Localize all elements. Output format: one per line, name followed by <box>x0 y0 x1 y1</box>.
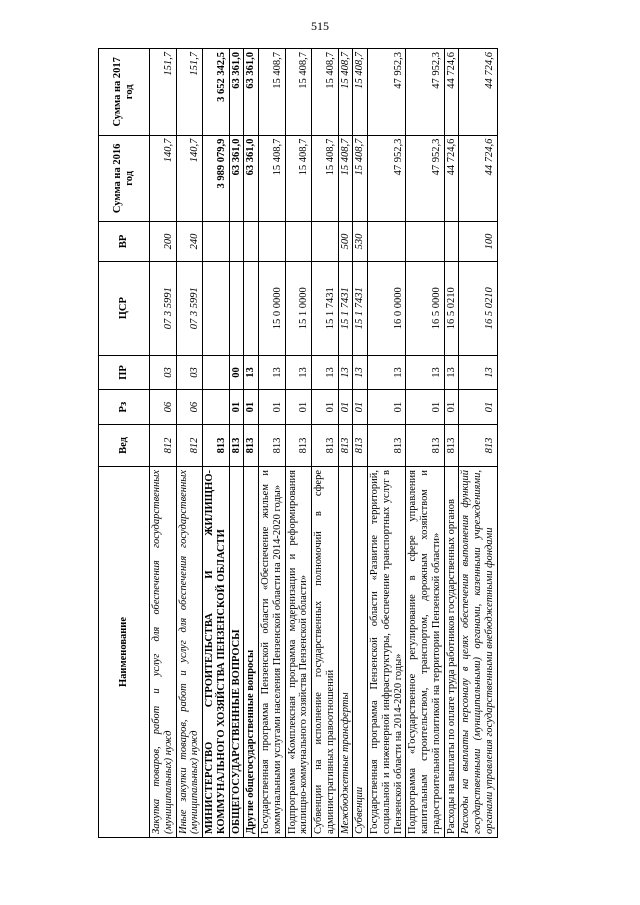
table-row <box>338 49 353 838</box>
cell-pr: 13 <box>459 355 497 390</box>
cell-vr <box>259 222 286 262</box>
cell-name: Иные закупки товаров, работ и услуг для обеспечения государственных (муниципальных) нужд <box>176 467 203 838</box>
cell-ved: 813 <box>203 424 230 466</box>
cell-rz: 01 <box>338 390 353 425</box>
cell-csr: 15 0 0000 <box>259 261 286 355</box>
cell-ved: 812 <box>150 424 177 466</box>
cell-ved: 813 <box>244 424 259 466</box>
cell-sum-2016: 15 408,7 <box>259 135 286 222</box>
cell-ved: 813 <box>406 424 444 466</box>
table-header-row <box>99 49 150 838</box>
cell-sum-2016: 15 408,7 <box>312 135 339 222</box>
cell-pr: 13 <box>338 355 353 390</box>
cell-name: ОБЩЕГОСУДАРСТВЕННЫЕ ВОПРОСЫ <box>229 467 244 838</box>
cell-pr <box>203 355 230 390</box>
cell-name: Государственная программа Пензенской области «Развитие территорий, социальной и инженерной инфраструктуры, обеспечение транспортных услуг в Пензенской области на 2014-2020 годы» <box>368 467 406 838</box>
cell-rz: 01 <box>285 390 312 425</box>
cell-ved: 813 <box>338 424 353 466</box>
cell-pr: 13 <box>312 355 339 390</box>
cell-csr: 07 3 5991 <box>150 261 177 355</box>
cell-name: Государственная программа Пензенской области «Обеспечение жильем и коммунальными услугами населения Пензенской области на 2014-2020 годы» <box>259 467 286 838</box>
cell-sum-2016: 44 724,6 <box>444 135 459 222</box>
cell-pr: 13 <box>353 355 368 390</box>
cell-name: Закупка товаров, работ и услуг для обеспечения государственных (муниципальных) нужд <box>150 467 177 838</box>
cell-name: Межбюджетные трансферты <box>338 467 353 838</box>
cell-sum-2017: 63 361,0 <box>229 49 244 136</box>
cell-csr: 16 5 0210 <box>459 261 497 355</box>
cell-sum-2016: 47 952,3 <box>406 135 444 222</box>
table-row <box>244 49 259 838</box>
cell-name: Расходы на выплаты персоналу в целях обеспечения выполнения функций государственными (муниципальными) органами, казенными учреждениями, органами управления государственными внебюджетными фондами <box>459 467 497 838</box>
cell-csr: 16 5 0000 <box>406 261 444 355</box>
cell-name: Подпрограмма «Государственное регулирование в сфере управления капитальным строительством, транспортом, дорожным хозяйством и градостроительной политикой на территории Пензенской области» <box>406 467 444 838</box>
cell-csr: 15 1 7431 <box>353 261 368 355</box>
cell-rz: 01 <box>368 390 406 425</box>
cell-pr: 13 <box>368 355 406 390</box>
page-number: 515 <box>311 19 329 33</box>
cell-vr <box>285 222 312 262</box>
cell-ved: 813 <box>259 424 286 466</box>
cell-sum-2016: 3 989 079,9 <box>203 135 230 222</box>
header-rz: Рз <box>99 390 150 425</box>
cell-ved: 813 <box>459 424 497 466</box>
cell-sum-2016: 140,7 <box>150 135 177 222</box>
table-row <box>368 49 406 838</box>
cell-csr: 15 1 7431 <box>338 261 353 355</box>
cell-rz: 01 <box>244 390 259 425</box>
cell-rz: 01 <box>259 390 286 425</box>
cell-sum-2017: 44 724,6 <box>444 49 459 136</box>
table-row <box>229 49 244 838</box>
cell-pr: 13 <box>444 355 459 390</box>
cell-sum-2016: 15 408,7 <box>353 135 368 222</box>
cell-ved: 813 <box>312 424 339 466</box>
cell-sum-2016: 15 408,7 <box>338 135 353 222</box>
cell-sum-2017: 47 952,3 <box>406 49 444 136</box>
cell-csr <box>229 261 244 355</box>
cell-pr: 13 <box>285 355 312 390</box>
cell-pr: 00 <box>229 355 244 390</box>
cell-ved: 813 <box>444 424 459 466</box>
cell-pr: 03 <box>176 355 203 390</box>
cell-pr: 13 <box>406 355 444 390</box>
table-row <box>353 49 368 838</box>
cell-rz: 01 <box>312 390 339 425</box>
cell-vr: 530 <box>353 222 368 262</box>
cell-pr: 13 <box>259 355 286 390</box>
table-row <box>150 49 177 838</box>
header-pr: ПР <box>99 355 150 390</box>
header-name: Наименование <box>99 467 150 838</box>
cell-rz: 06 <box>176 390 203 425</box>
cell-sum-2017: 63 361,0 <box>244 49 259 136</box>
cell-vr: 100 <box>459 222 497 262</box>
table-row <box>176 49 203 838</box>
header-vr: ВР <box>99 222 150 262</box>
cell-ved: 813 <box>229 424 244 466</box>
cell-rz: 01 <box>459 390 497 425</box>
cell-csr <box>244 261 259 355</box>
cell-name: Субвенции на исполнение государственных полномочий в сфере административных правоотношений <box>312 467 339 838</box>
cell-vr <box>244 222 259 262</box>
cell-sum-2016: 44 724,6 <box>459 135 497 222</box>
cell-sum-2017: 44 724,6 <box>459 49 497 136</box>
cell-vr: 240 <box>176 222 203 262</box>
cell-vr <box>312 222 339 262</box>
cell-csr: 15 1 0000 <box>285 261 312 355</box>
table-row <box>259 49 286 838</box>
cell-sum-2016: 140,7 <box>176 135 203 222</box>
table-row <box>444 49 459 838</box>
header-csr: ЦСР <box>99 261 150 355</box>
cell-vr <box>203 222 230 262</box>
cell-sum-2017: 15 408,7 <box>285 49 312 136</box>
cell-csr: 15 1 7431 <box>312 261 339 355</box>
cell-pr: 03 <box>150 355 177 390</box>
cell-rz: 01 <box>229 390 244 425</box>
cell-pr: 13 <box>244 355 259 390</box>
header-sum-2017: Сумма на 2017 год <box>99 49 150 136</box>
cell-sum-2016: 47 952,3 <box>368 135 406 222</box>
cell-name: Другие общегосударственные вопросы <box>244 467 259 838</box>
cell-ved: 813 <box>285 424 312 466</box>
cell-vr <box>368 222 406 262</box>
cell-sum-2016: 63 361,0 <box>229 135 244 222</box>
cell-csr: 07 3 5991 <box>176 261 203 355</box>
cell-name: МИНИСТЕРСТВО СТРОИТЕЛЬСТВА И ЖИЛИЩНО-КОММУНАЛЬНОГО ХОЗЯЙСТВА ПЕНЗЕНСКОЙ ОБЛАСТИ <box>203 467 230 838</box>
cell-ved: 813 <box>368 424 406 466</box>
cell-name: Подпрограмма «Комплексная программа модернизации и реформирования жилищно-коммунального хозяйства Пензенской области» <box>285 467 312 838</box>
cell-sum-2016: 63 361,0 <box>244 135 259 222</box>
cell-rz <box>203 390 230 425</box>
cell-csr: 16 5 0210 <box>444 261 459 355</box>
cell-sum-2017: 151,7 <box>176 49 203 136</box>
cell-csr <box>203 261 230 355</box>
cell-vr: 200 <box>150 222 177 262</box>
cell-sum-2017: 15 408,7 <box>338 49 353 136</box>
header-ved: Вед <box>99 424 150 466</box>
budget-table <box>98 48 498 838</box>
table-row <box>459 49 497 838</box>
table-row <box>406 49 444 838</box>
cell-vr <box>444 222 459 262</box>
cell-rz: 01 <box>444 390 459 425</box>
cell-sum-2017: 15 408,7 <box>312 49 339 136</box>
cell-csr: 16 0 0000 <box>368 261 406 355</box>
cell-vr <box>406 222 444 262</box>
cell-rz: 06 <box>150 390 177 425</box>
table-row <box>312 49 339 838</box>
table-row <box>203 49 230 838</box>
cell-vr <box>229 222 244 262</box>
cell-vr: 500 <box>338 222 353 262</box>
cell-sum-2016: 15 408,7 <box>285 135 312 222</box>
cell-sum-2017: 151,7 <box>150 49 177 136</box>
cell-ved: 812 <box>176 424 203 466</box>
cell-name: Субвенции <box>353 467 368 838</box>
cell-name: Расходы на выплаты по оплате труда работников государственных органов <box>444 467 459 838</box>
cell-rz: 01 <box>353 390 368 425</box>
cell-ved: 813 <box>353 424 368 466</box>
cell-sum-2017: 3 652 342,5 <box>203 49 230 136</box>
cell-rz: 01 <box>406 390 444 425</box>
cell-sum-2017: 15 408,7 <box>259 49 286 136</box>
table-row <box>285 49 312 838</box>
cell-sum-2017: 47 952,3 <box>368 49 406 136</box>
cell-sum-2017: 15 408,7 <box>353 49 368 136</box>
header-sum-2016: Сумма на 2016 год <box>99 135 150 222</box>
rotated-table-container <box>98 48 640 838</box>
table-body <box>150 49 498 838</box>
